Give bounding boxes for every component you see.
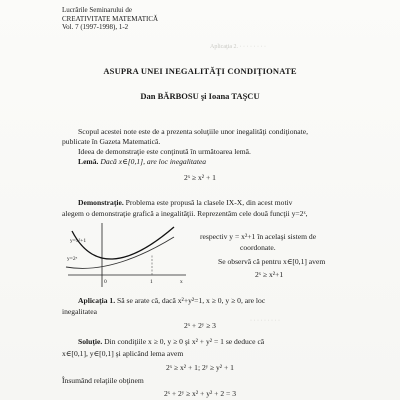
application-1-line-2: inegalitatea bbox=[62, 307, 97, 316]
label-origin: 0 bbox=[104, 279, 107, 285]
function-graph bbox=[62, 219, 192, 294]
article-authors: Dan BĂRBOSU şi Ioana TAŞCU bbox=[140, 91, 260, 101]
demonstration-line-1 bbox=[78, 198, 292, 208]
show-through-text: Aplicaţia 2. · · · · · · · · bbox=[210, 44, 266, 50]
demonstration-line-4: coordonate. bbox=[240, 243, 276, 252]
article-title: ASUPRA UNEI INEGALITĂŢI CONDIŢIONATE bbox=[103, 66, 297, 76]
solution-line-1 bbox=[78, 337, 264, 347]
header-line-1: Lucrările Seminarului de bbox=[62, 6, 132, 14]
demonstration-formula: 2ˣ ≥ x²+1 bbox=[255, 270, 284, 279]
header-line-2: CREATIVITATE MATEMATICĂ bbox=[62, 14, 159, 23]
solution-line-5: 2ˣ + 2ʸ ≥ x² + y² + 2 = 3 bbox=[163, 389, 237, 398]
label-x-axis: x bbox=[180, 279, 183, 285]
demonstration-text: Problema este propusă la clasele IX-X, din acest motiv bbox=[125, 198, 293, 207]
demonstration-line-2: alegem o demonstraţie grafică a inegalităţii. Reprezentăm cele două funcţii y=2ˣ, bbox=[62, 209, 308, 218]
intro-line-1: Scopul acestei note este de a prezenta soluţiile unor inegalităţi condiţionate, bbox=[78, 127, 309, 136]
lemma-label: Lemă. bbox=[78, 157, 99, 166]
application-1-text: Să se arate că, dacă x²+y²=1, x ≥ 0, y ≥ 0, are loc bbox=[117, 296, 266, 305]
journal-header bbox=[62, 6, 158, 32]
lemma-statement bbox=[78, 157, 206, 167]
solution-line-2: x∈[0,1], y∈[0,1] şi aplicând lema avem bbox=[62, 349, 184, 358]
demonstration-line-3: respectiv y = x²+1 în acelaşi sistem de bbox=[200, 232, 317, 241]
solution-line-3: 2ˣ ≥ x² + 1; 2ʸ ≥ y² + 1 bbox=[166, 363, 234, 372]
header-line-3: Vol. 7 (1997-1998), 1-2 bbox=[62, 23, 129, 31]
solution-text: Din condiţiile x ≥ 0, y ≥ 0 şi x² + y² = 1 se deduce că bbox=[104, 337, 265, 346]
intro-line-3: Ideea de demonstraţie este conţinută în următoarea lemă. bbox=[78, 147, 251, 156]
demonstration-line-5: Se observă că pentru x∈[0,1] avem bbox=[218, 257, 326, 266]
lemma-formula: 2ˣ ≥ x² + 1 bbox=[184, 173, 216, 182]
label-one: 1 bbox=[150, 279, 153, 285]
application-1-statement bbox=[78, 296, 265, 306]
solution-line-4: Însumând relaţiile obţinem bbox=[62, 376, 144, 385]
show-through-text: · · · · · · · · · bbox=[250, 318, 280, 324]
application-1-formula: 2ˣ + 2ʸ ≥ 3 bbox=[184, 321, 216, 330]
application-1-label: Aplicaţia 1. bbox=[78, 296, 116, 305]
lemma-text: Dacă x∈[0,1], are loc inegalitatea bbox=[100, 157, 207, 166]
label-y-x2-plus-1: y=x²+1 bbox=[70, 238, 87, 244]
solution-label: Soluţie. bbox=[78, 337, 103, 346]
intro-line-2: publicate în Gazeta Matematică. bbox=[62, 137, 161, 146]
label-y-2-pow-x: y=2ˣ bbox=[67, 256, 78, 262]
demonstration-label: Demonstraţie. bbox=[78, 198, 124, 207]
